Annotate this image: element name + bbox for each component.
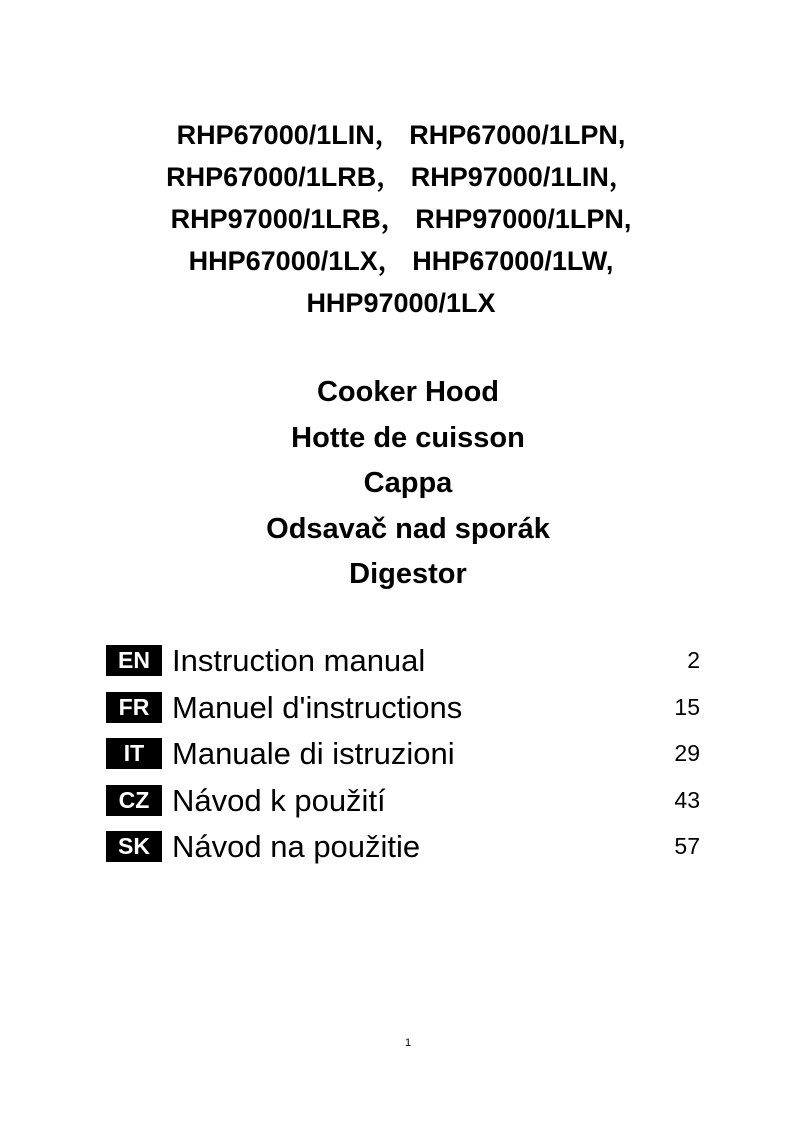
toc-entry-en[interactable] [106, 640, 700, 687]
table-of-contents [106, 640, 700, 873]
model-line: HHP67000/1LX， HHP67000/1LW, [188, 246, 614, 276]
language-badge: CZ [106, 785, 162, 816]
toc-page-number: 57 [674, 833, 700, 859]
model-line: RHP67000/1LIN， RHP67000/1LPN, [176, 120, 626, 150]
toc-page-number: 29 [674, 740, 700, 766]
toc-entry-sk[interactable] [106, 826, 700, 873]
language-badge: EN [106, 645, 162, 676]
product-title-fr: Hotte de cuisson [291, 421, 525, 454]
product-title-cz: Odsavač nad sporák [266, 512, 550, 545]
page-number: 1 [404, 1037, 412, 1049]
model-line: HHP97000/1LX [306, 288, 496, 318]
product-title-it: Cappa [363, 467, 453, 499]
model-line: RHP97000/1LRB， RHP97000/1LPN, [170, 204, 632, 234]
toc-page-number: 43 [674, 786, 700, 813]
toc-page-number: 2 [687, 647, 700, 673]
toc-label: Manuale di istruzioni [172, 736, 455, 771]
model-line: RHP67000/1LRB， RHP97000/1LIN， [166, 162, 636, 192]
product-title-sk: Digestor [349, 558, 467, 590]
model-list [0, 114, 802, 324]
toc-label: Instruction manual [172, 643, 426, 678]
toc-label: Návod k použití [172, 782, 386, 818]
toc-entry-it[interactable] [106, 733, 700, 780]
product-title-en: Cooker Hood [316, 376, 500, 408]
toc-entry-cz[interactable] [106, 780, 700, 827]
product-titles [0, 370, 802, 598]
toc-label: Návod na použitie [172, 829, 421, 864]
toc-page-number: 15 [674, 693, 700, 720]
language-badge: IT [106, 738, 162, 769]
language-badge: SK [106, 831, 162, 862]
toc-entry-fr[interactable] [106, 687, 700, 734]
toc-label: Manuel d'instructions [172, 689, 463, 725]
language-badge: FR [106, 692, 162, 723]
